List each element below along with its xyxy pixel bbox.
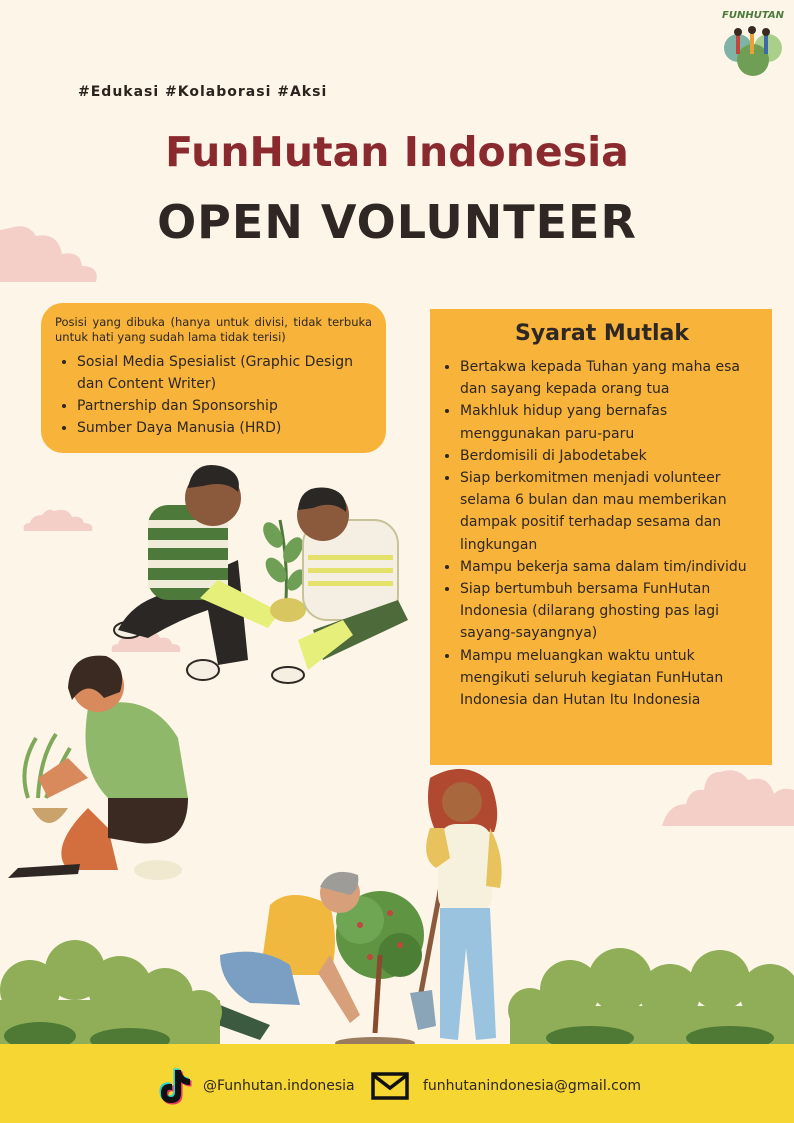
requirements-list xyxy=(442,356,762,711)
bushes-right xyxy=(510,950,794,1048)
cloud-right xyxy=(662,766,794,828)
position-item: • Sosial Media Spesialist (Graphic Design dan Content Writer) xyxy=(77,351,372,395)
logo-text: FUNHUTAN xyxy=(722,10,784,21)
tiktok-icon[interactable] xyxy=(153,1066,193,1106)
tiktok-handle[interactable]: @Funhutan.indonesia xyxy=(203,1078,355,1094)
headline: OPEN VOLUNTEER xyxy=(157,195,637,249)
requirement-item: • Mampu bekerja sama dalam tim/individu xyxy=(460,556,762,578)
woman-seedling-illustration xyxy=(8,648,198,883)
requirement-item: • Makhluk hidup yang bernafas menggunakan paru-paru xyxy=(460,400,762,444)
funhutan-logo xyxy=(716,4,790,82)
requirement-item: • Mampu meluangkan waktu untuk mengikuti seluruh kegiatan FunHutan Indonesia dan Hutan Itu Indonesia xyxy=(460,645,762,712)
positions-intro: Posisi yang dibuka (hanya untuk divisi, tidak terbuka untuk hati yang sudah lama tidak terisi) xyxy=(55,315,372,344)
hashtags: #Edukasi #Kolaborasi #Aksi xyxy=(78,84,328,100)
bushes-left xyxy=(0,940,220,1048)
requirement-item: • Bertakwa kepada Tuhan yang maha esa dan sayang kepada orang tua xyxy=(460,356,762,400)
positions-list xyxy=(55,351,372,439)
position-item: • Partnership dan Sponsorship xyxy=(77,395,372,417)
mail-icon[interactable] xyxy=(371,1072,409,1100)
position-item: • Sumber Daya Manusia (HRD) xyxy=(77,417,372,439)
brand-title: FunHutan Indonesia xyxy=(165,128,629,176)
email-address[interactable]: funhutanindonesia@gmail.com xyxy=(423,1078,642,1094)
requirement-item: • Berdomisili di Jabodetabek xyxy=(460,445,762,467)
man-planting-tree-illustration xyxy=(210,865,430,1050)
positions-card xyxy=(41,303,386,453)
requirements-card xyxy=(430,309,772,765)
requirement-item: • Siap bertumbuh bersama FunHutan Indonesia (dilarang ghosting pas lagi sayang-sayangnya) xyxy=(460,578,762,645)
requirements-title: Syarat Mutlak xyxy=(515,321,689,346)
cloud-left-small xyxy=(22,507,94,533)
requirement-item: • Siap berkomitmen menjadi volunteer selama 6 bulan dan mau memberikan dampak positif terhadap sesama dan lingkungan xyxy=(460,467,762,556)
